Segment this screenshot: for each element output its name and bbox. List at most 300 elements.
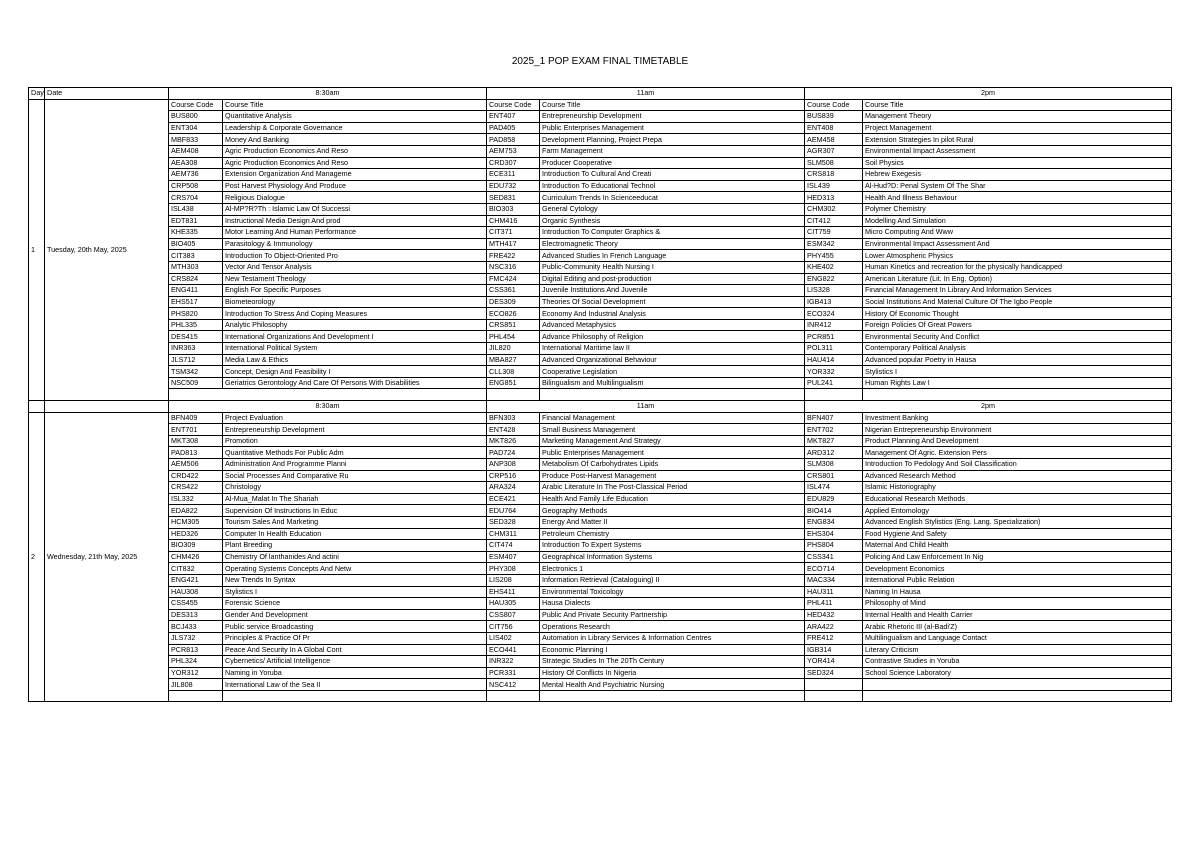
course-code: PCR331	[487, 667, 540, 679]
course-title: Bilingualism and Multilingualism	[540, 377, 805, 389]
table-row	[29, 308, 1172, 320]
course-title: Tourism Sales And Marketing	[223, 516, 487, 528]
course-code: PAD858	[487, 134, 540, 146]
course-title: Hebrew Exegesis	[863, 169, 1172, 181]
table-row	[29, 354, 1172, 366]
table-row	[29, 343, 1172, 355]
table-row	[29, 540, 1172, 552]
course-code: JIL808	[169, 679, 223, 691]
course-title: Philosophy of Mind	[863, 598, 1172, 610]
course-title: Applied Entomology	[863, 505, 1172, 517]
course-title: Concept, Design And Feasibility I	[223, 366, 487, 378]
course-code: ENT428	[487, 424, 540, 436]
course-code: PCR813	[169, 644, 223, 656]
course-code: PHY455	[805, 250, 863, 262]
course-code: TSM342	[169, 366, 223, 378]
course-title: Management Theory	[863, 111, 1172, 123]
course-code: ECE311	[487, 169, 540, 181]
course-title: Extension Organization And Manageme	[223, 169, 487, 181]
course-title: Energy And Matter II	[540, 516, 805, 528]
course-code: NSC316	[487, 261, 540, 273]
course-code: JIL820	[487, 343, 540, 355]
course-title: Arabic Rhetoric III (al-Badi'Z)	[863, 621, 1172, 633]
course-code: PHS820	[169, 308, 223, 320]
course-title: Project Evaluation	[223, 412, 487, 424]
table-row	[29, 169, 1172, 181]
course-title: Policing And Law Enforcement In Nig	[863, 551, 1172, 563]
course-title: Environmental Impact Assessment	[863, 145, 1172, 157]
table-row	[29, 331, 1172, 343]
table-row	[29, 157, 1172, 169]
time-slot-row	[29, 88, 1172, 100]
course-code: EDU764	[487, 505, 540, 517]
course-title: Geography Methods	[540, 505, 805, 517]
course-title: Electronics 1	[540, 563, 805, 575]
course-code: ESM342	[805, 238, 863, 250]
course-title: Public Enterprises Management	[540, 447, 805, 459]
time-slot-header: 2pm	[805, 401, 1172, 413]
course-code: CSS807	[487, 609, 540, 621]
course-code: ARA422	[805, 621, 863, 633]
course-code: FRE412	[805, 632, 863, 644]
course-title: Chemistry Of lanthanides And actini	[223, 551, 487, 563]
table-row	[29, 551, 1172, 563]
course-title: Naming In Hausa	[863, 586, 1172, 598]
course-title: International Law of the Sea II	[223, 679, 487, 691]
course-title: Entrepreneurship Development	[540, 111, 805, 123]
course-title: Automation in Library Services & Information Centres	[540, 632, 805, 644]
course-title: Project Management	[863, 122, 1172, 134]
course-code: EHS304	[805, 528, 863, 540]
course-code: EDA822	[169, 505, 223, 517]
table-row	[29, 180, 1172, 192]
course-code: POL311	[805, 343, 863, 355]
table-row	[29, 482, 1172, 494]
course-code: BIO414	[805, 505, 863, 517]
course-code: BFN303	[487, 412, 540, 424]
course-code: CRS422	[169, 482, 223, 494]
course-title: Small Business Management	[540, 424, 805, 436]
course-title: Advanced Organizational Behaviour	[540, 354, 805, 366]
course-code-header: Course Code	[487, 99, 540, 111]
table-row	[29, 215, 1172, 227]
course-code: PUL241	[805, 377, 863, 389]
course-title: Media Law & Ethics	[223, 354, 487, 366]
course-code: ECO826	[487, 308, 540, 320]
course-title: Geriatrics Gerontology And Care Of Persons With Disabilities	[223, 377, 487, 389]
course-title: School Science Laboratory	[863, 667, 1172, 679]
course-title: Educational Research Methods	[863, 493, 1172, 505]
course-title: Maternal And Child Health	[863, 540, 1172, 552]
course-title: Contrastive Studies in Yoruba	[863, 656, 1172, 668]
course-title: Peace And Security In A Global Cont	[223, 644, 487, 656]
table-row	[29, 238, 1172, 250]
course-code: ECO324	[805, 308, 863, 320]
course-code: AEA308	[169, 157, 223, 169]
course-title-header: Course Title	[863, 99, 1172, 111]
course-code: PHL324	[169, 656, 223, 668]
course-title: Religious Dialogue	[223, 192, 487, 204]
empty-cell	[169, 690, 223, 702]
course-title: Financial Management	[540, 412, 805, 424]
course-title	[863, 679, 1172, 691]
course-title: Promotion	[223, 435, 487, 447]
course-title: Advanced Research Method	[863, 470, 1172, 482]
course-code: CSS361	[487, 285, 540, 297]
course-title: Food Hygiene And Safety	[863, 528, 1172, 540]
course-code: CRD307	[487, 157, 540, 169]
table-row	[29, 598, 1172, 610]
course-code: DES309	[487, 296, 540, 308]
course-code: LIS328	[805, 285, 863, 297]
course-title: Digital Editing and post-production	[540, 273, 805, 285]
time-slot-header: 11am	[487, 401, 805, 413]
course-title: Micro Computing And Www	[863, 227, 1172, 239]
course-code: DES313	[169, 609, 223, 621]
course-code: CHM302	[805, 203, 863, 215]
course-code: CRS824	[169, 273, 223, 285]
time-slot-header: 11am	[487, 88, 805, 100]
course-title: Administration And Programme Planni	[223, 459, 487, 471]
table-row	[29, 470, 1172, 482]
table-row	[29, 319, 1172, 331]
course-title: Operating Systems Concepts And Netw	[223, 563, 487, 575]
course-code: BIO405	[169, 238, 223, 250]
course-title: Environmental Impact Assessment And	[863, 238, 1172, 250]
course-title: Multilingualism and Language Contact	[863, 632, 1172, 644]
table-row	[29, 111, 1172, 123]
course-code: DES415	[169, 331, 223, 343]
day-number: 1	[29, 99, 45, 400]
course-title: History Of Economic Thought	[863, 308, 1172, 320]
course-code: ECO441	[487, 644, 540, 656]
course-code: SLM308	[805, 459, 863, 471]
course-code: NSC509	[169, 377, 223, 389]
table-row	[29, 563, 1172, 575]
course-title: Hausa Dialects	[540, 598, 805, 610]
course-code-header: Course Code	[805, 99, 863, 111]
table-row	[29, 447, 1172, 459]
course-title: Human Kinetics and recreation for the physically handicapped	[863, 261, 1172, 273]
table-row	[29, 227, 1172, 239]
course-title: Advanced Studies In French Language	[540, 250, 805, 262]
course-code: ISL438	[169, 203, 223, 215]
course-title: History Of Conflicts In Nigeria	[540, 667, 805, 679]
course-code: CIT412	[805, 215, 863, 227]
course-title: Advanced English Stylistics (Eng. Lang. Specialization)	[863, 516, 1172, 528]
course-title: Internal Health and Health Carrier	[863, 609, 1172, 621]
course-code: ENT702	[805, 424, 863, 436]
time-slot-row	[29, 401, 1172, 413]
course-code: PAD813	[169, 447, 223, 459]
table-row	[29, 656, 1172, 668]
course-code: CLL308	[487, 366, 540, 378]
course-code: ENG421	[169, 574, 223, 586]
course-code: ENT408	[805, 122, 863, 134]
course-title: Electromagnetic Theory	[540, 238, 805, 250]
empty-cell	[487, 389, 540, 401]
course-code: BIO303	[487, 203, 540, 215]
course-code: YOR312	[169, 667, 223, 679]
course-code: CRD422	[169, 470, 223, 482]
course-title: Human Rights Law I	[863, 377, 1172, 389]
course-code: ANP308	[487, 459, 540, 471]
course-title: Introduction To Cultural And Creati	[540, 169, 805, 181]
course-title: Al-Hud?D: Penal System Of The Shar	[863, 180, 1172, 192]
day-header: Day	[29, 88, 45, 100]
table-row	[29, 644, 1172, 656]
course-title: Nigerian Entrepreneurship Environment	[863, 424, 1172, 436]
empty-cell	[863, 690, 1172, 702]
course-code: HAU305	[487, 598, 540, 610]
course-title: Public-Community Health Nursing I	[540, 261, 805, 273]
course-title: Theories Of Social Development	[540, 296, 805, 308]
course-code: ENG822	[805, 273, 863, 285]
course-code: MAC334	[805, 574, 863, 586]
course-code: MKT826	[487, 435, 540, 447]
exam-date: Wednesday, 21th May, 2025	[45, 412, 169, 702]
course-title: Strategic Studies In The 20Th Century	[540, 656, 805, 668]
course-code: HED313	[805, 192, 863, 204]
course-title-header: Course Title	[540, 99, 805, 111]
course-code: CHM426	[169, 551, 223, 563]
course-title: Instructional Media Design And prod	[223, 215, 487, 227]
course-code: AEM408	[169, 145, 223, 157]
course-title: Introduction To Object-Oriented Pro	[223, 250, 487, 262]
column-header-row	[29, 99, 1172, 111]
course-code: PCR851	[805, 331, 863, 343]
course-code: KHE335	[169, 227, 223, 239]
table-row	[29, 632, 1172, 644]
course-code: CRS851	[487, 319, 540, 331]
course-code: INR322	[487, 656, 540, 668]
course-title: Motor Learning And Human Performance	[223, 227, 487, 239]
table-row	[29, 122, 1172, 134]
table-row	[29, 679, 1172, 691]
course-title: Supervision Of Instructions In Educ	[223, 505, 487, 517]
course-title: Organic Synthesis	[540, 215, 805, 227]
course-code: BUS839	[805, 111, 863, 123]
course-code: PHL335	[169, 319, 223, 331]
course-code: LIS402	[487, 632, 540, 644]
course-code: MKT308	[169, 435, 223, 447]
course-title: Plant Breeding	[223, 540, 487, 552]
course-code: HCM305	[169, 516, 223, 528]
course-title: Public service Broadcasting	[223, 621, 487, 633]
course-code: EDU829	[805, 493, 863, 505]
course-code: ARA324	[487, 482, 540, 494]
empty-row	[29, 389, 1172, 401]
table-row	[29, 377, 1172, 389]
course-code: FRE422	[487, 250, 540, 262]
course-title: Environmental Toxicology	[540, 586, 805, 598]
course-code: BFN409	[169, 412, 223, 424]
course-title: Geographical Information Systems	[540, 551, 805, 563]
course-code: ENG834	[805, 516, 863, 528]
course-code: CHM311	[487, 528, 540, 540]
course-title: Post Harvest Physiology And Produce	[223, 180, 487, 192]
course-title: Cybernetics/ Artificial Intelligence	[223, 656, 487, 668]
table-row	[29, 261, 1172, 273]
empty-cell	[805, 389, 863, 401]
empty-cell	[540, 389, 805, 401]
course-title: Product Planning And Development	[863, 435, 1172, 447]
course-title: Economic Planning I	[540, 644, 805, 656]
table-row	[29, 435, 1172, 447]
course-title: Quantitative Analysis	[223, 111, 487, 123]
table-row	[29, 609, 1172, 621]
exam-timetable	[28, 87, 1172, 702]
course-title: Public Enterprises Management	[540, 122, 805, 134]
empty-cell	[223, 690, 487, 702]
table-row	[29, 250, 1172, 262]
empty-row	[29, 690, 1172, 702]
course-title: Quantitative Methods For Public Adm	[223, 447, 487, 459]
course-code: BCJ433	[169, 621, 223, 633]
page-title: 2025_1 POP EXAM FINAL TIMETABLE	[511, 56, 689, 67]
course-title: Mental Health And Psychiatric Nursing	[540, 679, 805, 691]
course-title: Management Of Agric. Extension Pers	[863, 447, 1172, 459]
course-code: CIT756	[487, 621, 540, 633]
empty-cell	[805, 690, 863, 702]
course-code: NSC412	[487, 679, 540, 691]
course-title: International Political System	[223, 343, 487, 355]
course-title: Advance Philosophy of Religion	[540, 331, 805, 343]
table-row	[29, 586, 1172, 598]
table-row	[29, 366, 1172, 378]
course-code: CRS801	[805, 470, 863, 482]
course-title: Parasitology & Immunology	[223, 238, 487, 250]
course-code: ISL439	[805, 180, 863, 192]
course-title: Entrepreneurship Development	[223, 424, 487, 436]
course-title: Modelling And Simulation	[863, 215, 1172, 227]
course-title: Lower Atmospheric Physics	[863, 250, 1172, 262]
course-code: KHE402	[805, 261, 863, 273]
course-title: Al-Mua_Malat In The Shariah	[223, 493, 487, 505]
course-code: IGB314	[805, 644, 863, 656]
course-title: Marketing Management And Strategy	[540, 435, 805, 447]
course-title: Metabolism Of Carbohydrates Lipids	[540, 459, 805, 471]
table-row	[29, 505, 1172, 517]
course-title: Vector And Tensor Analysis	[223, 261, 487, 273]
course-title: Arabic Literature In The Post-Classical Period	[540, 482, 805, 494]
course-code: ESM407	[487, 551, 540, 563]
course-title: Computer In Health Education	[223, 528, 487, 540]
course-title: Advanced Metaphysics	[540, 319, 805, 331]
course-code: PHL411	[805, 598, 863, 610]
course-code: CRS704	[169, 192, 223, 204]
course-code: JLS732	[169, 632, 223, 644]
course-title: Polymer Chemistry	[863, 203, 1172, 215]
table-row	[29, 424, 1172, 436]
course-title: Development Economics	[863, 563, 1172, 575]
course-title: International Maritime law II	[540, 343, 805, 355]
time-slot-header: 8:30am	[169, 88, 487, 100]
course-title: Agric Production Economics And Reso	[223, 145, 487, 157]
course-title: Financial Management In Library And Information Services	[863, 285, 1172, 297]
course-code: PHS804	[805, 540, 863, 552]
course-code: INR412	[805, 319, 863, 331]
course-code: ISL332	[169, 493, 223, 505]
table-row	[29, 516, 1172, 528]
course-code: ENG851	[487, 377, 540, 389]
course-code: MTH417	[487, 238, 540, 250]
course-title: Soil Physics	[863, 157, 1172, 169]
course-code: EHS411	[487, 586, 540, 598]
course-code: CIT474	[487, 540, 540, 552]
course-title: Introduction To Pedology And Soil Classification	[863, 459, 1172, 471]
course-title-header: Course Title	[223, 99, 487, 111]
table-row	[29, 459, 1172, 471]
course-title: Principles & Practice Of Pr	[223, 632, 487, 644]
course-title: Biometeorology	[223, 296, 487, 308]
course-code: SED328	[487, 516, 540, 528]
empty-cell	[169, 389, 487, 401]
course-code: BIO309	[169, 540, 223, 552]
course-code	[805, 679, 863, 691]
course-title: Farm Management	[540, 145, 805, 157]
course-title: Introduction To Expert Systems	[540, 540, 805, 552]
course-title: Stylistics I	[863, 366, 1172, 378]
table-row	[29, 273, 1172, 285]
course-title: Money And Banking	[223, 134, 487, 146]
course-code: HAU308	[169, 586, 223, 598]
course-code: CRS818	[805, 169, 863, 181]
course-title: Social Processes And Comparative Ru	[223, 470, 487, 482]
course-code: EDU732	[487, 180, 540, 192]
course-code: IGB413	[805, 296, 863, 308]
course-title: Gender And Development	[223, 609, 487, 621]
table-row	[29, 134, 1172, 146]
course-code: HED326	[169, 528, 223, 540]
course-code: CSS455	[169, 598, 223, 610]
course-title: Advanced popular Poetry in Hausa	[863, 354, 1172, 366]
course-code: PHY308	[487, 563, 540, 575]
course-title: Introduction To Stress And Coping Measures	[223, 308, 487, 320]
course-code: ENT701	[169, 424, 223, 436]
course-title: American Literature (Lit. In Eng. Option)	[863, 273, 1172, 285]
course-code: EDT831	[169, 215, 223, 227]
course-code: JLS712	[169, 354, 223, 366]
course-title: Extension Strategies In pilot Rural	[863, 134, 1172, 146]
course-code: MKT827	[805, 435, 863, 447]
course-title: Christology	[223, 482, 487, 494]
course-title: Public And Private Security Partnership	[540, 609, 805, 621]
empty-cell	[863, 389, 1172, 401]
course-code: PAD405	[487, 122, 540, 134]
course-code: INR363	[169, 343, 223, 355]
course-title: Introduction To Computer Graphics &	[540, 227, 805, 239]
course-title: Health And Family Life Education	[540, 493, 805, 505]
course-code: BUS800	[169, 111, 223, 123]
course-code: AEM736	[169, 169, 223, 181]
course-title: Investment Banking	[863, 412, 1172, 424]
course-title: Social Institutions And Material Culture Of The Igbo People	[863, 296, 1172, 308]
course-title: Foreign Policies Of Great Powers	[863, 319, 1172, 331]
exam-date: Tuesday, 20th May, 2025	[45, 99, 169, 400]
course-code: YOR332	[805, 366, 863, 378]
course-code: AEM753	[487, 145, 540, 157]
course-title: Cooperative Legislation	[540, 366, 805, 378]
empty-cell	[540, 690, 805, 702]
course-code: PHL454	[487, 331, 540, 343]
course-title: Juvenile Institutions And Juvenile	[540, 285, 805, 297]
course-title: Producer Cooperative	[540, 157, 805, 169]
course-code: AEM458	[805, 134, 863, 146]
empty-cell	[487, 690, 540, 702]
course-code: CRP508	[169, 180, 223, 192]
course-code: CIT371	[487, 227, 540, 239]
